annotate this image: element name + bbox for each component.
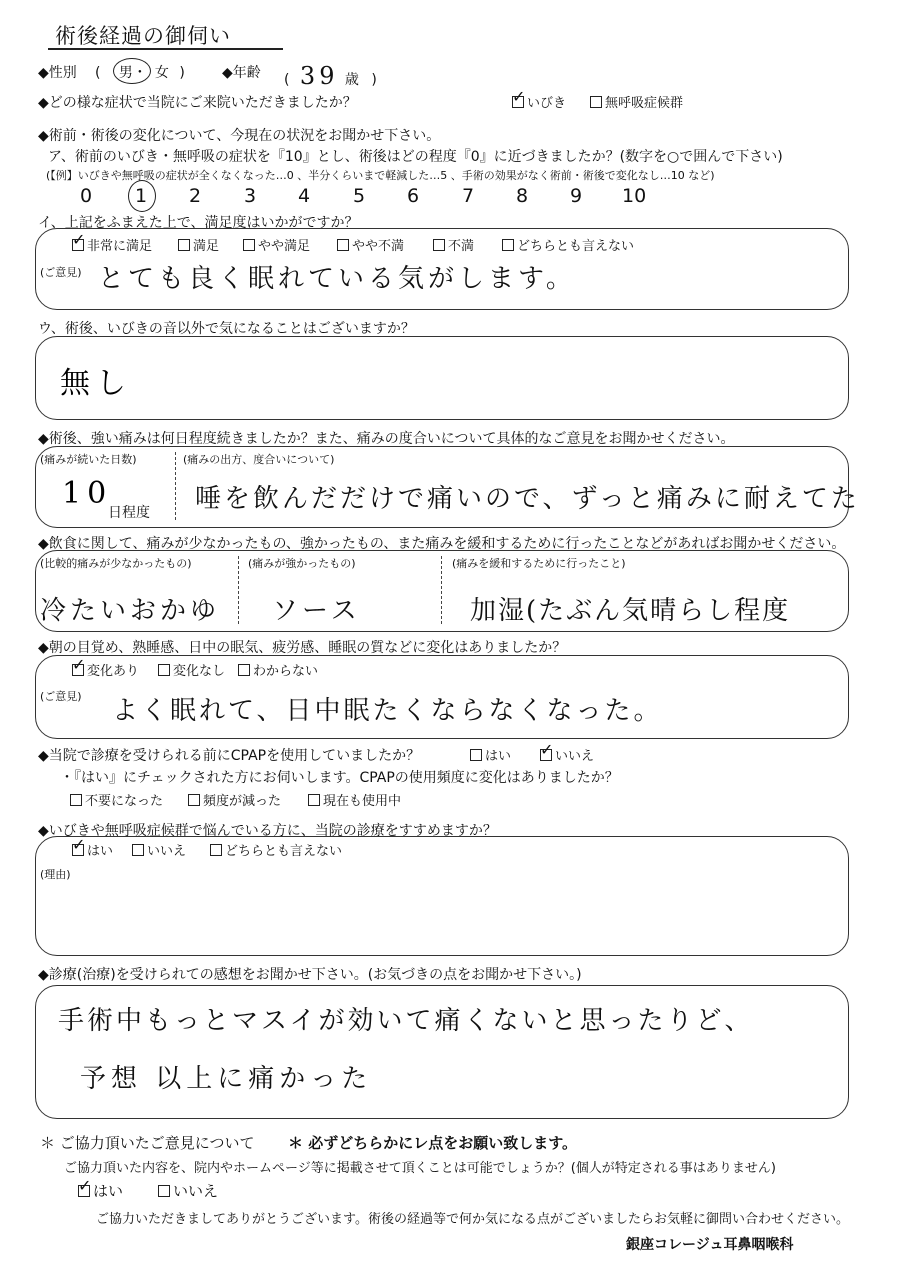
satisfaction-option[interactable]: やや満足 xyxy=(243,235,310,254)
checkbox-checked[interactable] xyxy=(78,1185,90,1197)
consent-no-option[interactable]: いいえ xyxy=(158,1180,218,1201)
symptom-question: ◆どの様な症状で当院にご来院いただきましたか？ xyxy=(38,95,357,111)
scale-item[interactable]: 1 xyxy=(135,185,148,207)
title-underline xyxy=(48,48,283,50)
reason-label: (理由) xyxy=(40,868,71,881)
sleep-question: ◆朝の目覚め、熟睡感、日中の眠気、疲労感、睡眠の質などに変化はありましたか？ xyxy=(38,640,567,656)
diet-strong-value[interactable]: ソース xyxy=(272,596,361,626)
cpap-sub-option[interactable]: 頻度が減った xyxy=(188,790,281,809)
scale-item[interactable]: 4 xyxy=(298,185,311,207)
pain-question: ◆術後、強い痛みは何日程度続きましたか？また、痛みの度合いについて具体的なご意見をお聞かせください。 xyxy=(38,431,735,447)
cpap-question: ◆当院で診療を受けられる前にCPAPを使用していましたか？ xyxy=(38,748,421,764)
gender-male-option[interactable]: 男 xyxy=(118,65,133,81)
checkbox[interactable] xyxy=(158,664,170,676)
satisfaction-option[interactable]: やや不満 xyxy=(337,235,404,254)
diet-question: ◆飲食に関して、痛みが少なかったもの、強かったもの、また痛みを緩和するために行ったことなどがあればお聞かせください。 xyxy=(38,536,846,552)
age-field: ( 39 歳 ) xyxy=(284,62,377,90)
concern-answer[interactable]: 無し xyxy=(60,366,132,401)
clinic-name: 銀座コレージュ耳鼻咽喉科 xyxy=(626,1237,794,1253)
checkbox[interactable] xyxy=(238,664,250,676)
diet-divider xyxy=(238,556,239,624)
impression-question: ◆診療(治療)を受けられての感想をお聞かせ下さい。(お気づきの点をお聞かせ下さい。) xyxy=(38,967,582,983)
satisfaction-option[interactable]: ✓非常に満足 xyxy=(72,235,152,254)
impression-line1[interactable]: 手術中もっとマスイが効いて痛くないと思ったりど、 xyxy=(58,1006,754,1036)
diet-col-label: (痛みが強かったもの) xyxy=(248,557,356,570)
sleep-option[interactable]: わからない xyxy=(238,660,318,679)
checkbox[interactable] xyxy=(433,239,445,251)
checkbox[interactable] xyxy=(210,844,222,856)
satisfaction-option[interactable]: どちらとも言えない xyxy=(502,235,634,254)
gender-label: ◆性別 xyxy=(38,65,77,81)
gender-female-option[interactable]: 女 xyxy=(154,65,169,81)
cpap-sub-option[interactable]: 現在も使用中 xyxy=(308,790,401,809)
diet-mild-value[interactable]: 冷たいおかゆ xyxy=(40,596,221,626)
diet-col-label: (比較的痛みが少なかったもの) xyxy=(40,557,192,570)
pain-detail[interactable]: 唾を飲んだだけで痛いので、ずっと痛みに耐えてた xyxy=(195,484,860,514)
pain-detail-label: (痛みの出方、度合いについて) xyxy=(183,453,335,466)
scale-item[interactable]: 9 xyxy=(570,185,583,207)
cpap-option[interactable]: ✓ いいえ xyxy=(540,745,594,764)
checkbox[interactable] xyxy=(178,239,190,251)
satisfaction-question: イ、上記をふまえた上で、満足度はいかがですか？ xyxy=(38,215,359,231)
gender-options: ( 男・ 女 ) xyxy=(95,65,185,81)
satisfaction-option[interactable]: 不満 xyxy=(433,235,474,254)
impression-line2[interactable]: 予想 以上に痛かった xyxy=(80,1064,373,1094)
recommend-question: ◆いびきや無呼吸症候群で悩んでいる方に、当院の診療をすすめますか？ xyxy=(38,823,497,839)
cpap-subquestion: ・『はい』にチェックされた方にお伺いします。CPAPの使用頻度に変化はありましたか？ xyxy=(60,770,619,786)
checkbox-checked[interactable] xyxy=(72,239,84,251)
diet-divider xyxy=(441,556,442,624)
checkbox-checked[interactable] xyxy=(540,749,552,761)
scale-item[interactable]: 3 xyxy=(244,185,257,207)
change-subquestion: ア、術前のいびき・無呼吸の症状を『10』とし、術後はどの程度『0』に近づきましたか？(数字を○で囲んで下さい) xyxy=(48,149,783,165)
consent-note-a: ＊ ご協力頂いたご意見について xyxy=(40,1134,255,1152)
checkbox[interactable] xyxy=(188,794,200,806)
recommend-option[interactable]: いいえ xyxy=(132,840,186,859)
page-title: 術後経過の御伺い xyxy=(55,24,231,48)
scale-item[interactable]: 2 xyxy=(189,185,202,207)
satisfaction-option[interactable]: 満足 xyxy=(178,235,219,254)
thanks-text: ご協力いただきましてありがとうございます。術後の経過等で何か気になる点がございましたらお気軽に御問い合わせください。 xyxy=(96,1212,849,1227)
sleep-option[interactable]: ✓変化あり xyxy=(72,660,139,679)
change-example: (【例】いびきや無呼吸の症状が全くなくなった…0 、半分くらいまで軽減した…5 、手術の効果がなく術前・術後で変化なし…10 など) xyxy=(46,169,715,182)
sleep-option[interactable]: 変化なし xyxy=(158,660,225,679)
scale-item[interactable]: 7 xyxy=(462,185,475,207)
satisfaction-opinion[interactable]: とても良く眠れている気がします。 xyxy=(98,264,576,294)
checkbox-checked[interactable] xyxy=(72,664,84,676)
symptom-apnea-option[interactable]: 無呼吸症候群 xyxy=(590,92,683,111)
recommend-option[interactable]: どちらとも言えない xyxy=(210,840,342,859)
cpap-sub-option[interactable]: 不要になった xyxy=(70,790,163,809)
sleep-opinion[interactable]: よく眠れて、日中眠たくならなくなった。 xyxy=(112,696,663,726)
opinion-label: (ご意見) xyxy=(40,266,82,279)
scale-item[interactable]: 5 xyxy=(353,185,366,207)
checkbox[interactable] xyxy=(243,239,255,251)
scale-selected-circle xyxy=(128,180,156,212)
pain-divider xyxy=(175,452,176,520)
checkbox[interactable] xyxy=(132,844,144,856)
checkbox[interactable] xyxy=(470,749,482,761)
consent-yes-option[interactable]: ✓はい xyxy=(78,1180,123,1201)
diet-relief-value[interactable]: 加湿(たぶん気晴らし程度 xyxy=(470,596,791,626)
checkbox[interactable] xyxy=(502,239,514,251)
pain-days-label: (痛みが続いた日数) xyxy=(40,453,137,466)
scale-item[interactable]: 6 xyxy=(407,185,420,207)
gender-selected-circle xyxy=(113,58,151,84)
age-value[interactable]: 39 xyxy=(299,62,339,90)
opinion-label: (ご意見) xyxy=(40,690,82,703)
concern-question: ウ、術後、いびきの音以外で気になることはございますか？ xyxy=(38,321,415,337)
pain-days-value[interactable]: 10 xyxy=(62,476,113,511)
consent-question: ご協力頂いた内容を、院内やホームページ等に掲載させて頂くことは可能でしょうか？(個人が特定される事はありません) xyxy=(64,1161,776,1176)
age-label: ◆年齢 xyxy=(222,65,261,81)
checkbox[interactable] xyxy=(158,1185,170,1197)
checkbox-checked[interactable] xyxy=(72,844,84,856)
recommend-option[interactable]: ✓はい xyxy=(72,840,113,859)
checkbox[interactable] xyxy=(590,96,602,108)
consent-note-b: ＊ 必ずどちらかにレ点をお願い致します。 xyxy=(288,1134,578,1152)
scale-item[interactable]: 10 xyxy=(622,185,647,207)
concern-box xyxy=(35,336,849,420)
pain-days-unit: 日程度 xyxy=(108,505,150,521)
scale-item[interactable]: 8 xyxy=(516,185,529,207)
checkbox-checked[interactable] xyxy=(512,96,524,108)
checkbox[interactable] xyxy=(337,239,349,251)
diet-col-label: (痛みを緩和するために行ったこと) xyxy=(452,557,626,570)
scale-item[interactable]: 0 xyxy=(80,185,93,207)
checkbox[interactable] xyxy=(70,794,82,806)
symptom-snoring-option[interactable]: ✓ いびき xyxy=(512,92,566,111)
cpap-option[interactable]: はい xyxy=(470,745,511,764)
change-question: ◆術前・術後の変化について、今現在の状況をお聞かせ下さい。 xyxy=(38,128,441,144)
checkbox[interactable] xyxy=(308,794,320,806)
